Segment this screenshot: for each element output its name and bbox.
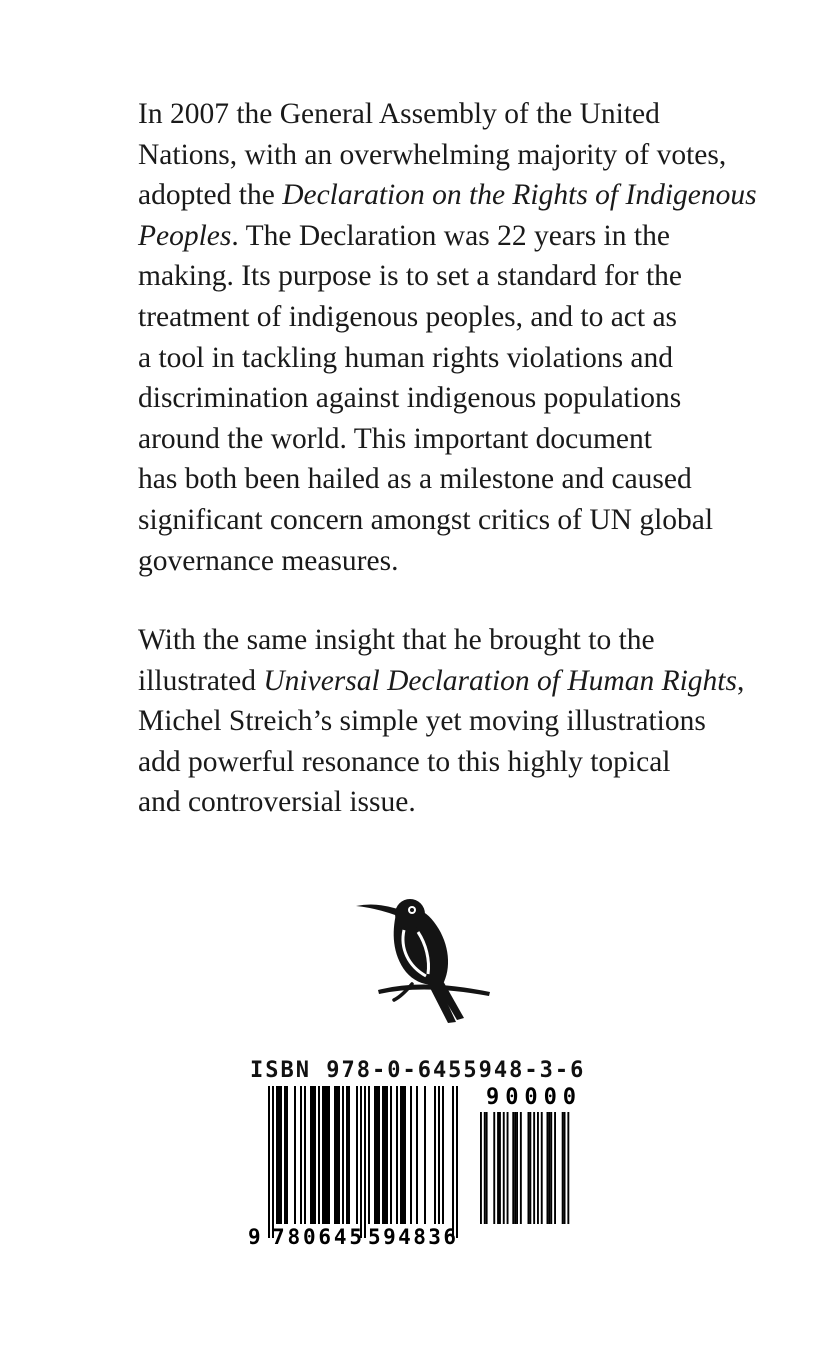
- barcode-bar: [336, 1086, 338, 1224]
- text-run: discrimination against indigenous populations: [138, 382, 682, 415]
- addon-bar: [529, 1112, 531, 1224]
- text-run: Michel Streich’s simple yet moving illustrations: [138, 705, 706, 738]
- text-line: [138, 297, 758, 338]
- text-run: In 2007 the General Assembly of the United: [138, 98, 660, 130]
- price-addon-bars: [480, 1112, 569, 1224]
- barcode-bar: [268, 1086, 270, 1238]
- addon-bar: [564, 1112, 566, 1224]
- barcode-bar: [334, 1086, 336, 1224]
- addon-bar: [484, 1112, 486, 1224]
- text-line: [138, 742, 758, 783]
- addon-bar: [486, 1112, 488, 1224]
- text-run: making. Its purpose is to set a standard for the: [138, 260, 682, 293]
- barcode-bar: [294, 1086, 296, 1224]
- bird-on-branch-icon: [352, 892, 494, 1026]
- text-line: [138, 419, 758, 460]
- text-line: [138, 135, 758, 176]
- barcode-bar: [312, 1086, 314, 1224]
- barcode-bar: [374, 1086, 376, 1224]
- barcode-bar: [456, 1086, 458, 1238]
- barcode-bar: [378, 1086, 380, 1224]
- addon-bar: [493, 1112, 495, 1224]
- text-run: illustrated: [138, 664, 264, 697]
- addon-bar: [533, 1112, 535, 1224]
- text-run: With the same insight that he brought to the: [138, 624, 655, 656]
- addon-bar: [514, 1112, 516, 1224]
- barcode-bar: [442, 1086, 444, 1224]
- barcode-bar: [368, 1086, 370, 1224]
- text-line: [138, 782, 758, 823]
- barcode-bar: [404, 1086, 406, 1224]
- barcode-bar: [438, 1086, 440, 1224]
- text-line: [138, 541, 758, 582]
- barcode-bar: [276, 1086, 278, 1224]
- barcode-bar: [286, 1086, 288, 1224]
- addon-bar: [528, 1112, 530, 1224]
- barcode-bar: [346, 1086, 348, 1224]
- barcode-bar: [400, 1086, 402, 1224]
- addon-bar: [567, 1112, 569, 1224]
- price-code: 90000: [486, 1085, 576, 1110]
- text-line: [138, 175, 758, 216]
- addon-bar: [550, 1112, 552, 1224]
- barcode-bar: [386, 1086, 388, 1224]
- ean-lead-digit: 9: [248, 1225, 261, 1246]
- barcode-bar: [272, 1086, 274, 1238]
- text-run: governance measures.: [138, 544, 399, 577]
- barcode-bar: [384, 1086, 386, 1224]
- barcode-bar: [390, 1086, 392, 1224]
- text-line: [138, 94, 758, 135]
- text-run: . The Declaration was 22 years in the: [231, 219, 670, 252]
- ean-left-group: 780645: [272, 1225, 362, 1246]
- barcode-bar: [410, 1086, 412, 1224]
- addon-bar: [503, 1112, 505, 1224]
- barcode-bar: [360, 1086, 362, 1238]
- barcode-bar: [338, 1086, 340, 1224]
- text-run: around the world. This important document: [138, 422, 652, 455]
- barcode-bar: [396, 1086, 398, 1224]
- text-run: Nations, with an overwhelming majority of votes,: [138, 138, 727, 171]
- barcode-bar: [278, 1086, 280, 1224]
- barcode-bar: [402, 1086, 404, 1224]
- barcode-bar: [452, 1086, 454, 1238]
- text-run: add powerful resonance to this highly topical: [138, 745, 671, 778]
- text-run: a tool in tackling human rights violations and: [138, 341, 674, 374]
- text-line: [138, 338, 758, 379]
- addon-bar: [562, 1112, 564, 1224]
- description-paragraph-2: [138, 620, 758, 823]
- barcode-bar: [342, 1086, 344, 1224]
- text-line: [138, 459, 758, 500]
- text-line: [138, 378, 758, 419]
- barcode-bar: [300, 1086, 302, 1224]
- text-run: ,: [736, 664, 745, 697]
- addon-bar: [554, 1112, 556, 1224]
- text-line: [138, 661, 758, 702]
- barcode-bar: [348, 1086, 350, 1224]
- text-line: [138, 620, 758, 661]
- addon-bar: [512, 1112, 514, 1224]
- text-run: treatment of indigenous peoples, and to act as: [138, 300, 678, 333]
- barcode-bar: [434, 1086, 436, 1224]
- description-paragraph-1: [138, 94, 758, 581]
- addon-bar: [537, 1112, 539, 1224]
- barcode-bar: [328, 1086, 330, 1224]
- barcode-bar: [310, 1086, 312, 1224]
- barcode-bar: [416, 1086, 418, 1224]
- ean13-bars: [268, 1086, 458, 1238]
- addon-bar: [548, 1112, 550, 1224]
- addon-bar: [499, 1112, 501, 1224]
- barcode-bar: [382, 1086, 384, 1224]
- barcode-bar: [376, 1086, 378, 1224]
- barcode-bar: [356, 1086, 358, 1224]
- barcode-bar: [326, 1086, 328, 1224]
- barcode-bar: [284, 1086, 286, 1224]
- barcode-bar: [322, 1086, 324, 1224]
- isbn-label: ISBN 978-0-6455948-3-6: [250, 1058, 586, 1083]
- addon-bar: [547, 1112, 549, 1224]
- barcode-bar: [364, 1086, 366, 1238]
- text-run: has both been hailed as a milestone and caused: [138, 463, 692, 496]
- barcode-bar: [304, 1086, 306, 1224]
- text-line: [138, 500, 758, 541]
- text-line: [138, 256, 758, 297]
- addon-bar: [507, 1112, 509, 1224]
- addon-bar: [497, 1112, 499, 1224]
- text-run: significant concern amongst critics of UN global: [138, 503, 714, 536]
- barcode-bar: [318, 1086, 320, 1224]
- addon-bar: [516, 1112, 518, 1224]
- text-line: [138, 701, 758, 742]
- italic-title: Universal Declaration of Human Rights: [263, 664, 737, 697]
- text-run: and controversial issue.: [138, 786, 416, 819]
- isbn-barcode: [246, 1082, 580, 1246]
- italic-title: Peoples: [138, 219, 232, 252]
- addon-bar: [480, 1112, 482, 1224]
- barcode-bar: [314, 1086, 316, 1224]
- barcode-bar: [324, 1086, 326, 1224]
- barcode-bar: [424, 1086, 426, 1224]
- barcode-bar: [280, 1086, 282, 1224]
- addon-bar: [520, 1112, 522, 1224]
- text-run: adopted the: [138, 179, 283, 212]
- addon-bar: [541, 1112, 543, 1224]
- ean-right-group: 594836: [368, 1225, 456, 1246]
- italic-title: Declaration on the Rights of Indigenous: [282, 179, 757, 212]
- text-line: [138, 216, 758, 257]
